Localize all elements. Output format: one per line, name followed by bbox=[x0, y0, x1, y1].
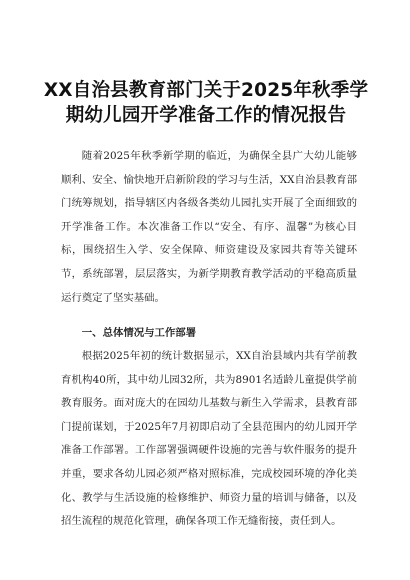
section-paragraph: 根据2025年初的统计数据显示，XX自治县域内共有学前教育机构40所，其中幼儿园32所，共为8901名适龄儿童提供学前教育服务。面对庞大的在园幼儿基数与新生入学需求，县教育部门提前谋划，于2025年7月初即启动了全县范围内的幼儿园开学准备工作部署。工作部署强调硬件设施的完善与软件服务的提升并重，要求各幼儿园必须严格对照标准，完成校园环境的净化美化、教学与生活设施的检修维护、师资力量的培训与储备，以及招生流程的规范化管理，确保各项工作无缝衔接，责任到人。 bbox=[61, 350, 357, 528]
section-heading: 一、总体情况与工作部署 bbox=[81, 327, 197, 339]
intro-paragraph: 随着2025年秋季新学期的临近，为确保全县广大幼儿能够顺利、安全、愉快地开启新阶段的学习与生活，XX自治县教育部门统筹规划，指导辖区内各级各类幼儿园扎实开展了全面细致的开学准备工作。本次准备工作以“安全、有序、温馨”为核心目标，围绕招生入学、安全保障、师资建设及家园共育等关键环节，系统部署，层层落实，为新学期教育教学活动的平稳高质量运行奠定了坚实基础。 bbox=[61, 150, 357, 304]
document-title: XX自治县教育部门关于2025年秋季学期幼儿园开学准备工作的情况报告 bbox=[43, 80, 369, 126]
